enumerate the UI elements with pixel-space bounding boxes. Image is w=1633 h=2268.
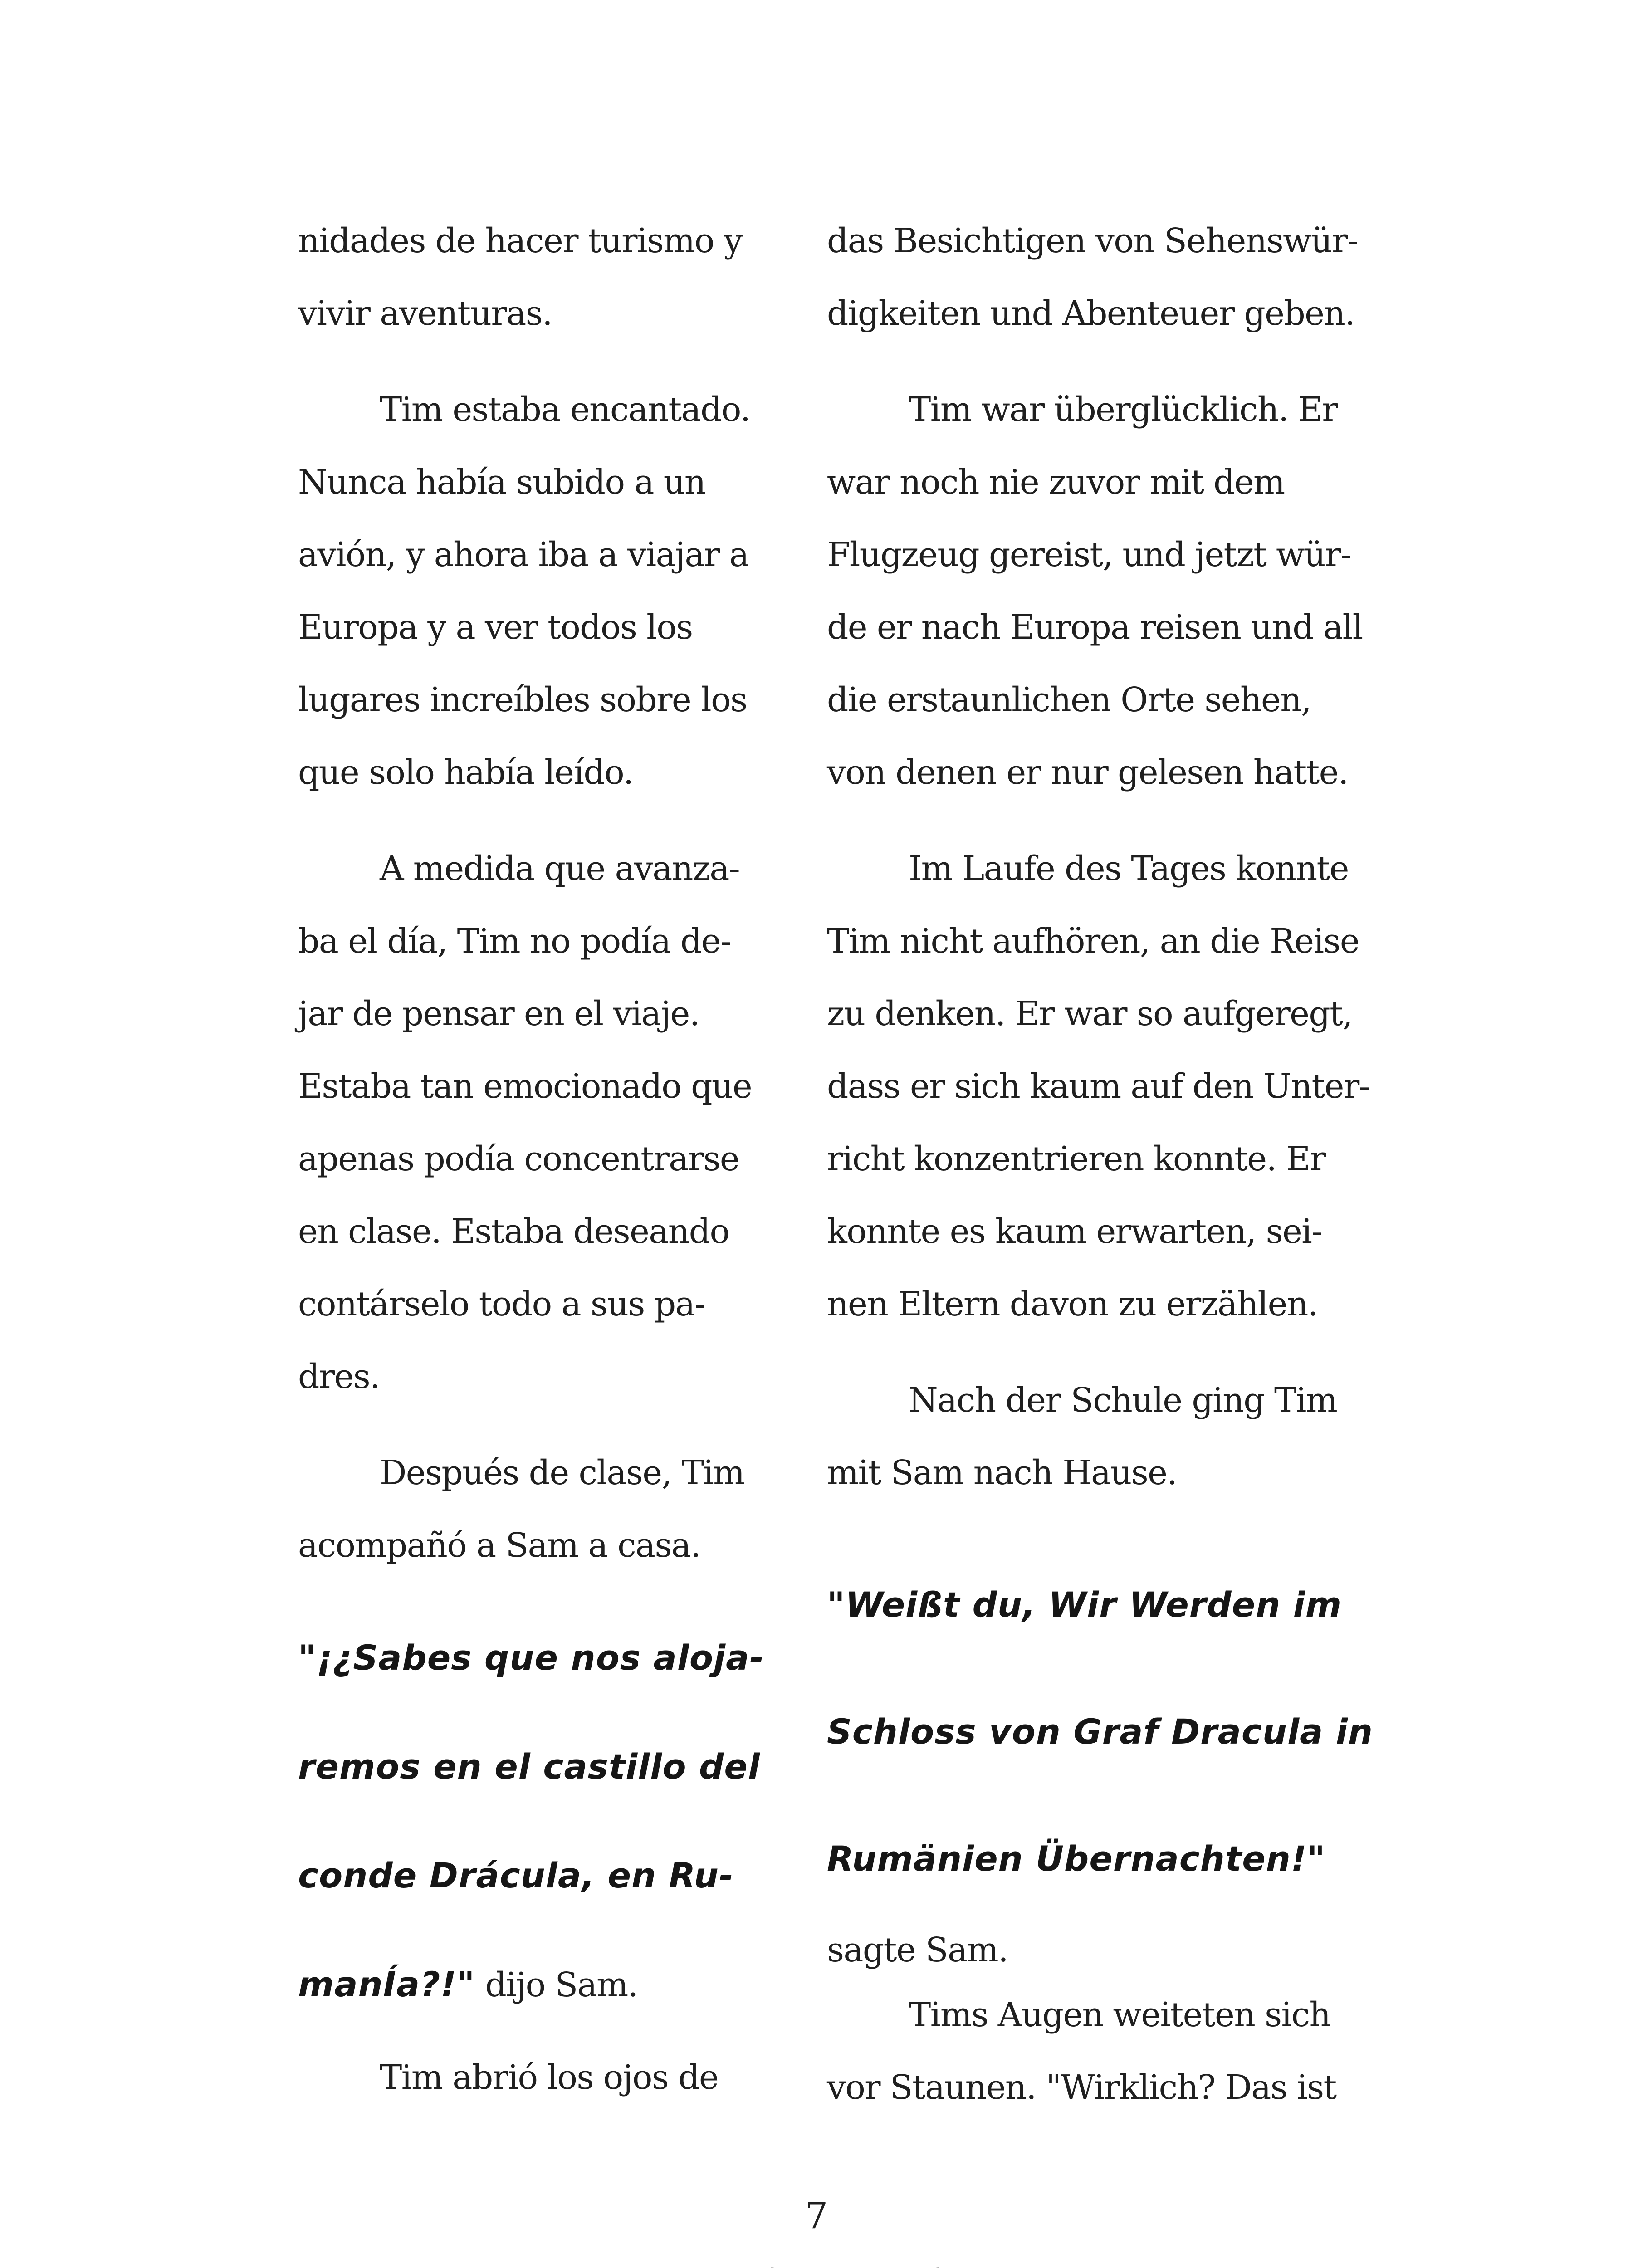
spanish-line: dres. <box>298 1357 380 1396</box>
spanish-line: Tim estaba encantado. <box>380 390 750 429</box>
german-line: Tim nicht aufhören, an die Reise <box>827 922 1359 961</box>
german-line: vor Staunen. "Wirklich? Das ist <box>827 2068 1336 2107</box>
german-line: Tims Augen weiteten sich <box>909 1995 1330 2034</box>
spanish-line: avión, y ahora iba a viajar a <box>298 535 749 574</box>
spanish-line: en clase. Estaba deseando <box>298 1212 729 1251</box>
german-line: von denen er nur gelesen hatte. <box>827 753 1348 792</box>
german-quote-line: "Weißt du, Wir Werden im <box>827 1584 1342 1625</box>
spanish-line: A medida que avanza- <box>380 849 740 888</box>
spanish-quote-line: manÍa?!" <box>298 1964 475 2004</box>
german-line: die erstaunlichen Orte sehen, <box>827 680 1311 719</box>
spanish-line: Europa y a ver todos los <box>298 608 693 647</box>
german-line: konnte es kaum erwarten, sei- <box>827 1212 1322 1251</box>
spanish-line: Nunca había subido a un <box>298 463 705 502</box>
german-line: mit Sam nach Hause. <box>827 1453 1177 1492</box>
spanish-attribution: dijo Sam. <box>485 1965 638 2004</box>
spanish-line: Tim abrió los ojos de <box>380 2058 719 2097</box>
spanish-line: Después de clase, Tim <box>380 1453 744 1492</box>
spanish-line: acompañó a Sam a casa. <box>298 1526 701 1565</box>
german-quote-line: Schloss von Graf Dracula in <box>827 1711 1374 1752</box>
spanish-line: vivir aventuras. <box>298 294 552 333</box>
spanish-line: lugares increíbles sobre los <box>298 680 747 719</box>
german-line: de er nach Europa reisen und all <box>827 608 1363 647</box>
spanish-line: nidades de hacer turismo y <box>298 221 742 260</box>
spanish-line: jar de pensar en el viaje. <box>298 994 699 1033</box>
german-attribution: sagte Sam. <box>827 1931 1008 1970</box>
spanish-line: apenas podía concentrarse <box>298 1139 739 1178</box>
spanish-line: que solo había leído. <box>298 753 633 792</box>
german-line: digkeiten und Abenteuer geben. <box>827 294 1355 333</box>
german-line: dass er sich kaum auf den Unter- <box>827 1067 1369 1106</box>
spanish-line: ba el día, Tim no podía de- <box>298 922 731 961</box>
bat-icon <box>767 2261 944 2268</box>
german-line: Nach der Schule ging Tim <box>909 1381 1337 1420</box>
german-line: Flugzeug gereist, und jetzt wür- <box>827 535 1351 574</box>
german-line: nen Eltern davon zu erzählen. <box>827 1285 1318 1324</box>
spanish-quote-attribution-line <box>298 1964 638 2004</box>
spanish-line: contárselo todo a sus pa- <box>298 1285 705 1324</box>
german-line: Tim war überglücklich. Er <box>909 390 1338 429</box>
spanish-quote-line: conde Drácula, en Ru- <box>298 1855 734 1896</box>
german-quote-line: Rumänien Übernachten!" <box>827 1838 1326 1879</box>
german-line: richt konzentrieren konnte. Er <box>827 1139 1325 1178</box>
german-line: Im Laufe des Tages konnte <box>909 849 1349 888</box>
spanish-line: Estaba tan emocionado que <box>298 1067 752 1106</box>
german-line: das Besichtigen von Sehenswür- <box>827 221 1358 260</box>
german-line: zu denken. Er war so aufgeregt, <box>827 994 1353 1033</box>
spanish-quote-line: "¡¿Sabes que nos aloja- <box>298 1637 764 1678</box>
spanish-quote-line: remos en el castillo del <box>298 1746 761 1787</box>
german-line: war noch nie zuvor mit dem <box>827 463 1285 502</box>
page-number: 7 <box>805 2195 828 2237</box>
